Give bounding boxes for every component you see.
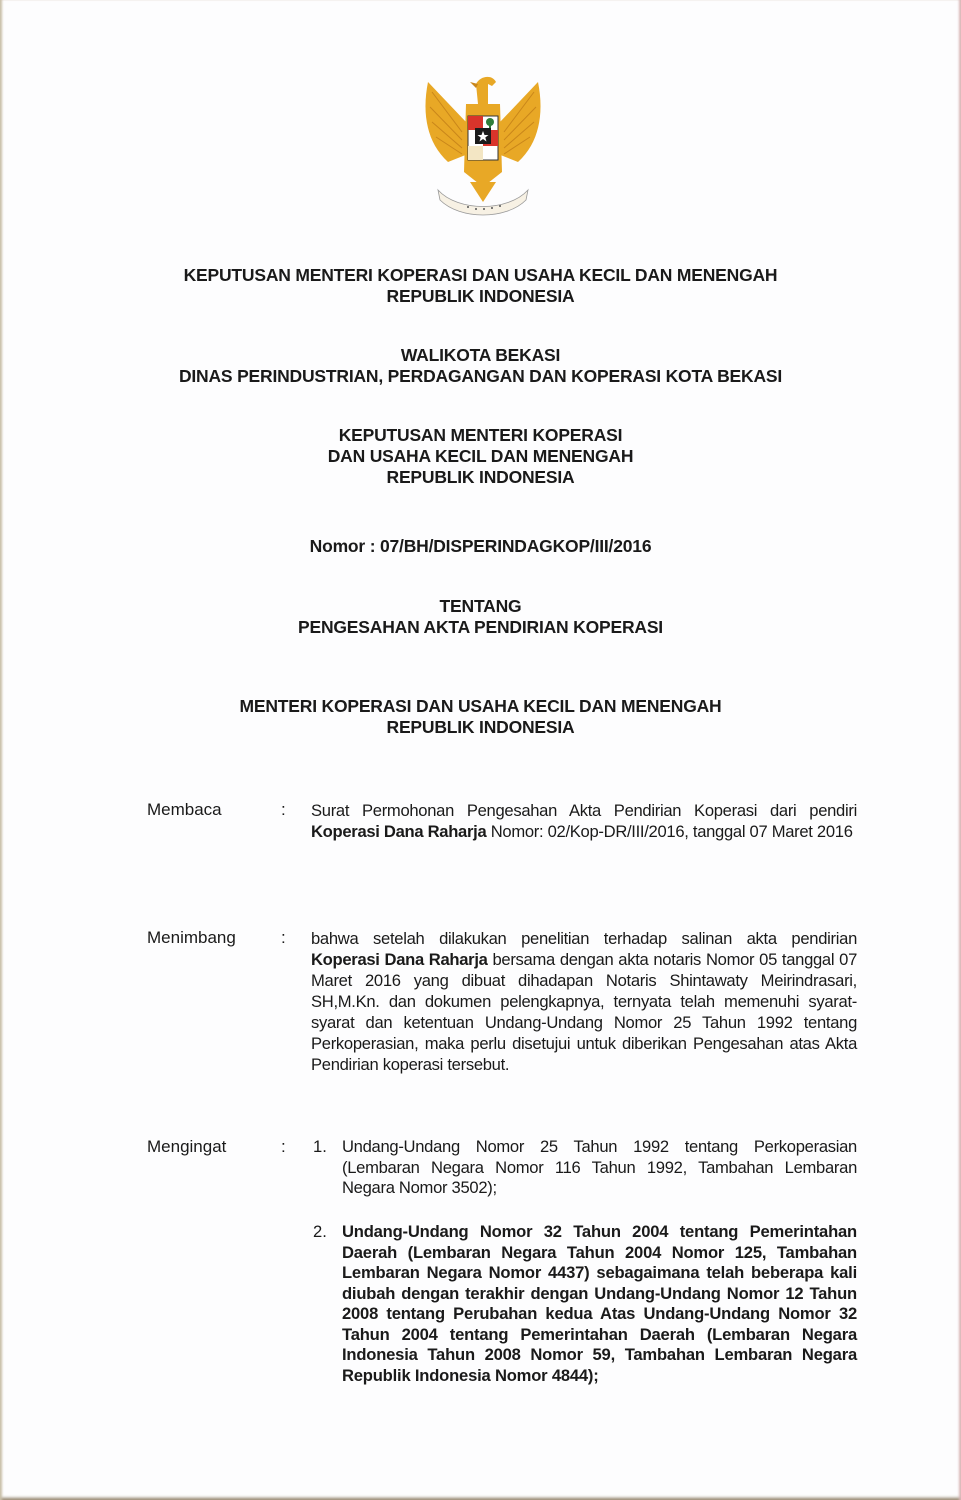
membaca-colon: : [281, 800, 286, 819]
membaca-text [311, 800, 857, 842]
membaca-cooperative-name: Koperasi Dana Raharja [311, 822, 487, 841]
mengingat-item-2-text: Undang-Undang Nomor 32 Tahun 2004 tentang Pemerintahan Daerah (Lembaran Negara Tahun 2004 Nomor 125, Tambahan Lembaran Negara Nomor 4437) sebagaimana telah beberapa kali diubah dengan terakhir dengan Undang-Undang Nomor 12 Tahun 2008 tentang Perubahan kedua Atas Undang-Undang Nomor 32 Tahun 2004 tentang Pemerintahan Daerah (Lembaran Negara Indonesia Tahun 2008 Nomor 59, Tambahan Lembaran Negara Republik Indonesia Nomor 4844); [342, 1222, 857, 1385]
minister-line1: MENTERI KOPERASI DAN USAHA KECIL DAN MENENGAH [239, 696, 722, 716]
decree-number [0, 536, 961, 557]
decree-title [0, 425, 961, 488]
main-title [0, 265, 961, 307]
issuer-line1: WALIKOTA BEKASI [400, 345, 561, 365]
decree-title-line3: REPUBLIK INDONESIA [386, 467, 575, 487]
mengingat-item-1-text: Undang-Undang Nomor 25 Tahun 1992 tentang Perkoperasian (Lembaran Negara Nomor 116 Tahun 1992, Tambahan Lembaran Negara Nomor 3502); [342, 1137, 857, 1197]
membaca-text-before: Surat Permohonan Pengesahan Akta Pendirian Koperasi dari pendiri [311, 801, 857, 820]
menimbang-text-after: bersama dengan akta notaris Nomor 05 tanggal 07 Maret 2016 yang dibuat dihadapan Notaris Shintawaty Meirindrasari, SH,M.Kn. dan dokumen pelengkapnya, ternyata telah memenuhi syarat-syarat dan ketentuan Undang-Undang Nomor 25 Tahun 1992 tentang Perkoperasian, maka perlu disetujui untuk diberikan Pengesahan atas Akta Pendirian koperasi tersebut. [311, 950, 857, 1074]
minister-block [0, 696, 961, 738]
issuer-line2: DINAS PERINDUSTRIAN, PERDAGANGAN DAN KOPERASI KOTA BEKASI [178, 366, 783, 386]
menimbang-colon: : [281, 928, 286, 947]
decree-title-line1: KEPUTUSAN MENTERI KOPERASI [338, 425, 623, 445]
mengingat-colon: : [281, 1137, 286, 1156]
mengingat-item-1-number: 1. [313, 1137, 327, 1156]
decree-number-text: Nomor : 07/BH/DISPERINDAGKOP/III/2016 [309, 536, 652, 556]
decree-title-line2: DAN USAHA KECIL DAN MENENGAH [327, 446, 634, 466]
issuer-block [0, 345, 961, 387]
main-title-line2: REPUBLIK INDONESIA [386, 286, 575, 306]
main-title-line1: KEPUTUSAN MENTERI KOPERASI DAN USAHA KECIL DAN MENENGAH [183, 265, 778, 285]
minister-line2: REPUBLIK INDONESIA [386, 717, 575, 737]
mengingat-item-2-number: 2. [313, 1222, 327, 1241]
subject-block [0, 596, 961, 638]
mengingat-label: Mengingat [147, 1137, 227, 1156]
membaca-text-after: Nomor: 02/Kop-DR/III/2016, tanggal 07 Maret 2016 [486, 822, 853, 841]
menimbang-text [311, 928, 857, 1075]
menimbang-label: Menimbang [147, 928, 236, 947]
subject-label: TENTANG [439, 596, 522, 616]
menimbang-cooperative-name: Koperasi Dana Raharja [311, 950, 488, 969]
membaca-label: Membaca [147, 800, 222, 819]
subject-text: PENGESAHAN AKTA PENDIRIAN KOPERASI [298, 617, 663, 637]
garuda-pancasila-emblem-icon [418, 62, 548, 222]
menimbang-text-before: bahwa setelah dilakukan penelitian terhadap salinan akta pendirian [311, 929, 857, 948]
